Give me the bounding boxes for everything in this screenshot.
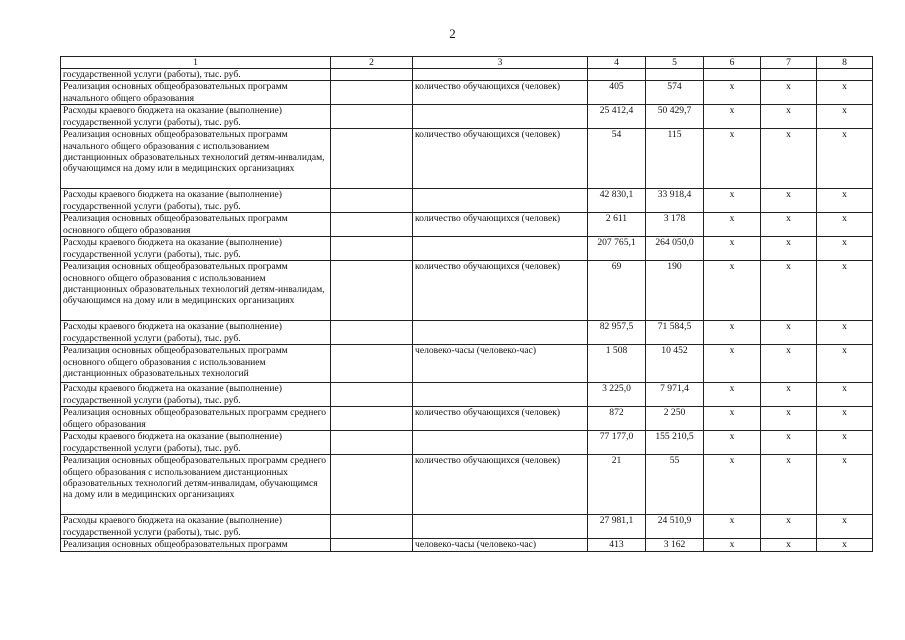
row-value-7: x	[761, 515, 817, 539]
row-col2	[331, 261, 413, 321]
row-value-6: x	[704, 81, 761, 105]
table-row	[61, 407, 873, 431]
row-value-7: x	[761, 105, 817, 129]
row-col2	[331, 105, 413, 129]
row-value-7: x	[761, 129, 817, 189]
row-col2	[331, 321, 413, 345]
col-header-2: 2	[331, 57, 413, 69]
header-row	[61, 57, 873, 69]
table-row	[61, 321, 873, 345]
row-value-5: 155 210,5	[646, 431, 704, 455]
row-value-5: 3 178	[646, 213, 704, 237]
row-value-6: x	[704, 539, 761, 551]
row-value-4: 872	[588, 407, 646, 431]
row-value-6: x	[704, 129, 761, 189]
row-indicator: количество обучающихся (человек)	[413, 407, 588, 431]
row-value-7: x	[761, 455, 817, 515]
row-value-6: x	[704, 345, 761, 383]
row-description: Реализация основных общеобразовательных программ начального общего образования	[61, 81, 331, 105]
row-value-5: 71 584,5	[646, 321, 704, 345]
row-description: Реализация основных общеобразовательных программ среднего общего образования	[61, 407, 331, 431]
row-col2	[331, 213, 413, 237]
budget-table	[60, 56, 873, 552]
row-value-5: 10 452	[646, 345, 704, 383]
row-value-7: x	[761, 407, 817, 431]
row-value-4: 82 957,5	[588, 321, 646, 345]
row-description: Расходы краевого бюджета на оказание (выполнение) государственной услуги (работы), тыс. руб.	[61, 105, 331, 129]
row-value-4: 207 765,1	[588, 237, 646, 261]
row-col2	[331, 539, 413, 551]
row-description: Реализация основных общеобразовательных программ основного общего образования с использованием дистанционных образовательных технологий детям-инвалидам, обучающимся на дому или в медицинских организациях	[61, 261, 331, 321]
col-header-7: 7	[761, 57, 817, 69]
col-header-6: 6	[704, 57, 761, 69]
row-value-4: 54	[588, 129, 646, 189]
col-header-8: 8	[817, 57, 873, 69]
table-row	[61, 237, 873, 261]
col-header-5: 5	[646, 57, 704, 69]
row-value-5: 574	[646, 81, 704, 105]
table-row	[61, 431, 873, 455]
table-row	[61, 81, 873, 105]
row-value-6	[704, 69, 761, 81]
page-number: 2	[449, 26, 456, 41]
table-row	[61, 345, 873, 383]
row-value-8: x	[817, 213, 873, 237]
row-indicator	[413, 105, 588, 129]
row-value-6: x	[704, 213, 761, 237]
row-value-5: 50 429,7	[646, 105, 704, 129]
row-col2	[331, 407, 413, 431]
row-value-4: 405	[588, 81, 646, 105]
row-description: Реализация основных общеобразовательных программ среднего общего образования с использованием дистанционных образовательных технологий детям-инвалидам, обучающимся на дому или в медицинских организациях	[61, 455, 331, 515]
row-value-5: 7 971,4	[646, 383, 704, 407]
row-value-6: x	[704, 237, 761, 261]
row-indicator: количество обучающихся (человек)	[413, 81, 588, 105]
row-value-6: x	[704, 105, 761, 129]
row-value-6: x	[704, 261, 761, 321]
row-description: Реализация основных общеобразовательных программ	[61, 539, 331, 551]
row-description: государственной услуги (работы), тыс. руб.	[61, 69, 331, 81]
row-value-6: x	[704, 407, 761, 431]
row-value-4	[588, 69, 646, 81]
row-value-6: x	[704, 455, 761, 515]
row-col2	[331, 345, 413, 383]
row-value-7: x	[761, 539, 817, 551]
row-value-7	[761, 69, 817, 81]
row-indicator	[413, 321, 588, 345]
table-row	[61, 69, 873, 81]
row-description: Реализация основных общеобразовательных программ основного общего образования	[61, 213, 331, 237]
row-value-4: 27 981,1	[588, 515, 646, 539]
row-value-4: 42 830,1	[588, 189, 646, 213]
row-value-4: 21	[588, 455, 646, 515]
table-row	[61, 515, 873, 539]
row-col2	[331, 129, 413, 189]
row-value-5: 55	[646, 455, 704, 515]
row-value-4: 69	[588, 261, 646, 321]
row-value-8: x	[817, 261, 873, 321]
col-header-1: 1	[61, 57, 331, 69]
row-value-8: x	[817, 105, 873, 129]
row-value-7: x	[761, 189, 817, 213]
row-col2	[331, 81, 413, 105]
row-value-5	[646, 69, 704, 81]
row-indicator	[413, 189, 588, 213]
col-header-3: 3	[413, 57, 588, 69]
row-indicator: количество обучающихся (человек)	[413, 213, 588, 237]
table-row	[61, 261, 873, 321]
row-value-4: 1 508	[588, 345, 646, 383]
row-description: Расходы краевого бюджета на оказание (выполнение) государственной услуги (работы), тыс. руб.	[61, 237, 331, 261]
row-value-8: x	[817, 539, 873, 551]
row-value-8: x	[817, 321, 873, 345]
row-value-8: x	[817, 431, 873, 455]
row-value-6: x	[704, 431, 761, 455]
row-description: Реализация основных общеобразовательных программ начального общего образования с использованием дистанционных образовательных технологий детям-инвалидам, обучающимся на дому или в медицинских организациях	[61, 129, 331, 189]
row-value-5: 190	[646, 261, 704, 321]
row-value-4: 25 412,4	[588, 105, 646, 129]
row-value-8: x	[817, 407, 873, 431]
row-value-8: x	[817, 189, 873, 213]
row-value-8: x	[817, 129, 873, 189]
row-col2	[331, 431, 413, 455]
row-value-4: 413	[588, 539, 646, 551]
row-col2	[331, 237, 413, 261]
row-value-7: x	[761, 81, 817, 105]
row-col2	[331, 515, 413, 539]
table-row	[61, 455, 873, 515]
row-description: Расходы краевого бюджета на оказание (выполнение) государственной услуги (работы), тыс. руб.	[61, 189, 331, 213]
row-value-7: x	[761, 213, 817, 237]
row-indicator	[413, 431, 588, 455]
row-value-5: 264 050,0	[646, 237, 704, 261]
row-value-4: 3 225,0	[588, 383, 646, 407]
row-indicator	[413, 383, 588, 407]
row-indicator: человеко-часы (человеко-час)	[413, 345, 588, 383]
row-indicator	[413, 69, 588, 81]
row-value-7: x	[761, 321, 817, 345]
row-value-5: 115	[646, 129, 704, 189]
row-indicator: количество обучающихся (человек)	[413, 129, 588, 189]
table-row	[61, 539, 873, 551]
row-indicator: человеко-часы (человеко-час)	[413, 539, 588, 551]
row-value-8: x	[817, 237, 873, 261]
row-description: Расходы краевого бюджета на оказание (выполнение) государственной услуги (работы), тыс. руб.	[61, 431, 331, 455]
row-indicator: количество обучающихся (человек)	[413, 455, 588, 515]
row-value-6: x	[704, 321, 761, 345]
table-row	[61, 129, 873, 189]
row-value-7: x	[761, 345, 817, 383]
table-row	[61, 383, 873, 407]
table-row	[61, 189, 873, 213]
row-value-8	[817, 69, 873, 81]
row-col2	[331, 189, 413, 213]
row-value-8: x	[817, 81, 873, 105]
row-indicator: количество обучающихся (человек)	[413, 261, 588, 321]
row-value-7: x	[761, 261, 817, 321]
row-value-6: x	[704, 189, 761, 213]
row-description: Расходы краевого бюджета на оказание (выполнение) государственной услуги (работы), тыс. руб.	[61, 383, 331, 407]
row-value-6: x	[704, 515, 761, 539]
table-row	[61, 105, 873, 129]
row-description: Расходы краевого бюджета на оказание (выполнение) государственной услуги (работы), тыс. руб.	[61, 321, 331, 345]
row-description: Реализация основных общеобразовательных программ основного общего образования с использованием дистанционных образовательных технологий	[61, 345, 331, 383]
row-value-4: 77 177,0	[588, 431, 646, 455]
row-description: Расходы краевого бюджета на оказание (выполнение) государственной услуги (работы), тыс. руб.	[61, 515, 331, 539]
row-col2	[331, 383, 413, 407]
col-header-4: 4	[588, 57, 646, 69]
row-value-5: 2 250	[646, 407, 704, 431]
row-value-5: 24 510,9	[646, 515, 704, 539]
row-col2	[331, 455, 413, 515]
row-col2	[331, 69, 413, 81]
row-value-5: 3 162	[646, 539, 704, 551]
row-value-8: x	[817, 345, 873, 383]
row-value-7: x	[761, 383, 817, 407]
row-value-8: x	[817, 383, 873, 407]
row-value-8: x	[817, 515, 873, 539]
row-value-7: x	[761, 431, 817, 455]
row-value-6: x	[704, 383, 761, 407]
row-value-4: 2 611	[588, 213, 646, 237]
row-value-5: 33 918,4	[646, 189, 704, 213]
table-row	[61, 213, 873, 237]
row-indicator	[413, 237, 588, 261]
row-value-7: x	[761, 237, 817, 261]
row-value-8: x	[817, 455, 873, 515]
row-indicator	[413, 515, 588, 539]
